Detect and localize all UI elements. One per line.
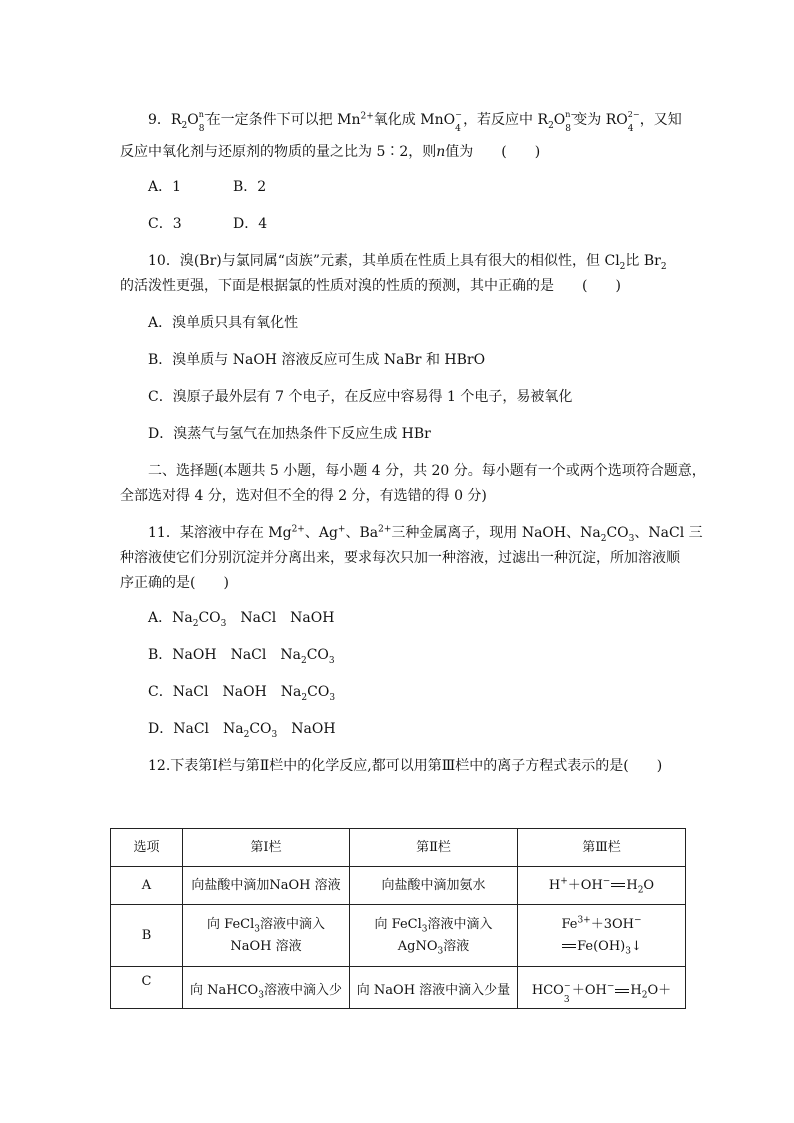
table-row [111, 867, 686, 905]
q10-option-c[interactable]: C．溴原子最外层有 7 个电子，在反应中容易得 1 个电子，易被氧化 [148, 389, 573, 405]
row-c-option: C [111, 967, 183, 1009]
row-b-col-1: 向 FeCl$_3$溶液中滴入 NaOH 溶液 [183, 905, 350, 967]
equals-sign [562, 944, 576, 948]
q10-line-1: 10．溴(Br)与氯同属“卤族”元素，其单质在性质上具有很大的相似性，但 $Cl_2$比 $Br_2$ [148, 253, 667, 272]
row-b-option: B [111, 905, 183, 967]
q11-option-d[interactable]: D．NaCl $Na_2CO_3$ NaOH [148, 721, 336, 740]
row-a-col-1: 向盐酸中滴加NaOH 溶液 [183, 867, 350, 905]
q12-table [110, 828, 686, 1009]
header-col-2: 第Ⅱ栏 [350, 829, 518, 867]
table-row [111, 967, 686, 1009]
q9-option-d[interactable]: D．4 [233, 216, 268, 232]
q9-option-a[interactable]: A．1 [148, 179, 182, 195]
q9-option-c[interactable]: C．3 [148, 216, 182, 232]
q9-line-2: 反应中氧化剂与还原剂的物质的量之比为 5∶2，则n值为 ( ) [120, 144, 541, 160]
row-a-col-2: 向盐酸中滴加氨水 [350, 867, 518, 905]
q9-line-1: 9．$R_2O$ n− 8 在一定条件下可以把 $Mn^{2+}$氧化成 MnO − 4 ，若反应中 $R_2O$ n− 8 变为 RO 2− 4 ，又知 [148, 110, 682, 134]
down-arrow-icon: ↓ [630, 938, 642, 954]
row-b-col-3: $Fe^{3+}+3OH^-$ $Fe(OH)_3↓$ [518, 905, 686, 967]
q10-line-2: 的活泼性更强，下面是根据氯的性质对溴的性质的预测，其中正确的是 ( ) [120, 278, 621, 294]
row-b-col-2: 向 FeCl$_3$溶液中滴入 AgNO$_3$溶液 [350, 905, 518, 967]
q9-option-b[interactable]: B．2 [233, 179, 267, 195]
table-row [111, 905, 686, 967]
row-c-col-1: 向 NaHCO$_3$溶液中滴入少 [183, 967, 350, 1009]
table-header-row [111, 829, 686, 867]
header-col-1: 第Ⅰ栏 [183, 829, 350, 867]
row-a-col-3: H+＋OH− $H_2O$ [518, 867, 686, 905]
q11-line-3: 序正确的是( ) [120, 575, 229, 591]
q11-line-2: 种溶液使它们分别沉淀并分离出来，要求每次只加一种溶液，过滤出一种沉淀，所加溶液顺 [120, 550, 680, 566]
equals-sign [611, 883, 625, 887]
row-c-col-2: 向 NaOH 溶液中滴入少量 [350, 967, 518, 1009]
q12-question: 12.下表第Ⅰ栏与第Ⅱ栏中的化学反应,都可以用第Ⅲ栏中的离子方程式表示的是( ) [148, 758, 663, 774]
q10-option-b[interactable]: B．溴单质与 NaOH 溶液反应可生成 NaBr 和 HBrO [148, 352, 486, 368]
q11-option-c[interactable]: C．NaCl NaOH $Na_2CO_3$ [148, 684, 336, 703]
q11-option-a[interactable]: A．$Na_2CO_3$ NaCl NaOH [148, 610, 335, 629]
section2-line-2: 全部选对得 4 分，选对但不全的得 2 分，有选错的得 0 分) [120, 488, 487, 504]
section2-line-1: 二、选择题(本题共 5 小题，每小题 4 分，共 20 分。每小题有一个或两个选项符合题意， [148, 463, 706, 479]
q11-option-b[interactable]: B．NaOH NaCl $Na_2CO_3$ [148, 647, 335, 666]
q10-option-d[interactable]: D．溴蒸气与氢气在加热条件下反应生成 HBr [148, 426, 431, 442]
header-col-3: 第Ⅲ栏 [518, 829, 686, 867]
equals-sign [615, 989, 629, 993]
q11-line-1: 11．某溶液中存在 $Mg^{2+}$、Ag+、$Ba^{2+}$三种金属离子，现用 NaOH、$Na_2CO_3$、NaCl 三 [148, 524, 703, 544]
row-a-option: A [111, 867, 183, 905]
q10-option-a[interactable]: A．溴单质只具有氧化性 [148, 315, 299, 331]
row-c-col-3: HCO − 3 ＋OH− $H_2O+$ [518, 967, 686, 1009]
header-option: 选项 [111, 829, 183, 867]
